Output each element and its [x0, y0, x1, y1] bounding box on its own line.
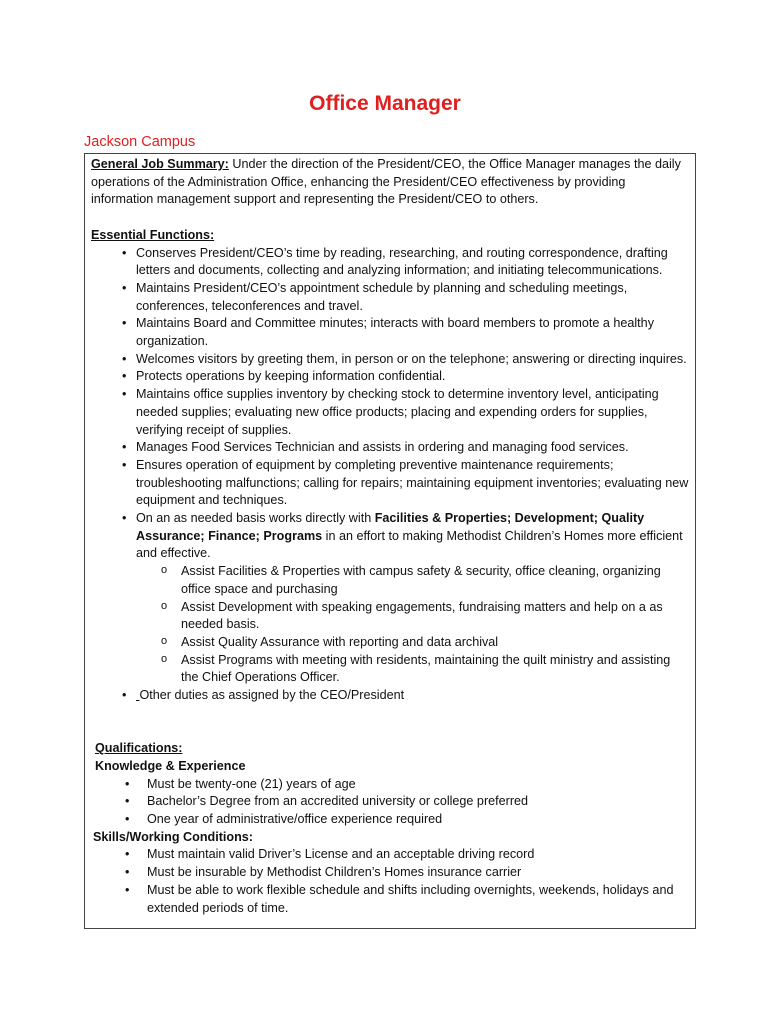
list-item-as-needed [136, 510, 691, 687]
sub-list-item: o Assist Programs with meeting with residents, maintaining the quilt ministry and assisting the Chief Operations Officer. [181, 652, 691, 687]
summary-text: Under the direction of the President/CEO, the Office Manager manages the daily operations of the Administration Office, enhancing the President/CEO effectiveness by providing information management support and representing the President/CEO to others. [91, 157, 681, 207]
list-item: • Welcomes visitors by greeting them, in person or on the telephone; answering or directing inquires. [136, 351, 691, 369]
list-item: • Protects operations by keeping information confidential. [136, 368, 691, 386]
essential-functions-heading: Essential Functions: [91, 227, 215, 242]
list-item: • Bachelor’s Degree from an accredited university or college preferred [147, 793, 691, 811]
summary-label: General Job Summary: [91, 157, 229, 171]
sub-list-item: o Assist Development with speaking engagements, fundraising matters and help on a as needed basis. [181, 599, 691, 634]
knowledge-heading: Knowledge & Experience [95, 758, 246, 773]
qualifications-heading: Qualifications: [95, 741, 183, 756]
skills-heading: Skills/Working Conditions: [93, 829, 253, 844]
job-description-content [91, 156, 691, 917]
knowledge-list [91, 776, 691, 829]
as-needed-departments: Facilities & Properties; Development; Quality Assurance; Finance; Programs [136, 511, 645, 543]
list-item: • One year of administrative/office experience required [147, 811, 691, 829]
list-item: • Maintains Board and Committee minutes; interacts with board members to promote a healthy organization. [136, 315, 691, 350]
essential-functions-list [91, 245, 691, 705]
job-description-box [84, 153, 696, 929]
skills-list [91, 846, 691, 917]
as-needed-prefix: On an as needed basis works directly with [136, 511, 375, 526]
list-item: • Manages Food Services Technician and assists in ordering and managing food services. [136, 439, 691, 457]
general-summary [91, 156, 691, 209]
list-item: • Must be able to work flexible schedule and shifts including overnights, weekends, holidays and extended periods of time. [147, 882, 691, 917]
document-title: Office Manager [309, 92, 461, 115]
campus-heading: Jackson Campus [84, 134, 196, 150]
list-item: • Maintains President/CEO’s appointment schedule by planning and scheduling meetings, conferences, teleconferences and travel. [136, 280, 691, 315]
list-item: • Must be twenty-one (21) years of age [147, 776, 691, 794]
as-needed-suffix: in an effort to making Methodist Children’s Homes more efficient and effective. [136, 528, 683, 561]
sub-list-item: o Assist Facilities & Properties with campus safety & security, office cleaning, organizing office space and purchasing [181, 563, 691, 598]
qualifications-section [91, 740, 691, 775]
other-duties-text: Other duties as assigned by the CEO/President [139, 688, 405, 703]
as-needed-sublist [136, 563, 691, 687]
sub-list-item: o Assist Quality Assurance with reporting and data archival [181, 634, 691, 652]
list-item: • Must maintain valid Driver’s License and an acceptable driving record [147, 846, 691, 864]
list-item: • Maintains office supplies inventory by checking stock to determine inventory level, anticipating needed supplies; evaluating new office products; placing and expending orders for supplies, verifying receipt of supplies. [136, 386, 691, 439]
list-item: • Must be insurable by Methodist Children’s Homes insurance carrier [147, 864, 691, 882]
list-item: • Ensures operation of equipment by completing preventive maintenance requirements; troubleshooting malfunctions; calling for repairs; maintaining equipment inventories; evaluating new equipment and techniques. [136, 457, 691, 510]
list-item: • Conserves President/CEO’s time by reading, researching, and routing correspondence, drafting letters and documents, collecting and analyzing information; and initiating telecommunications. [136, 245, 691, 280]
list-item [136, 687, 691, 705]
